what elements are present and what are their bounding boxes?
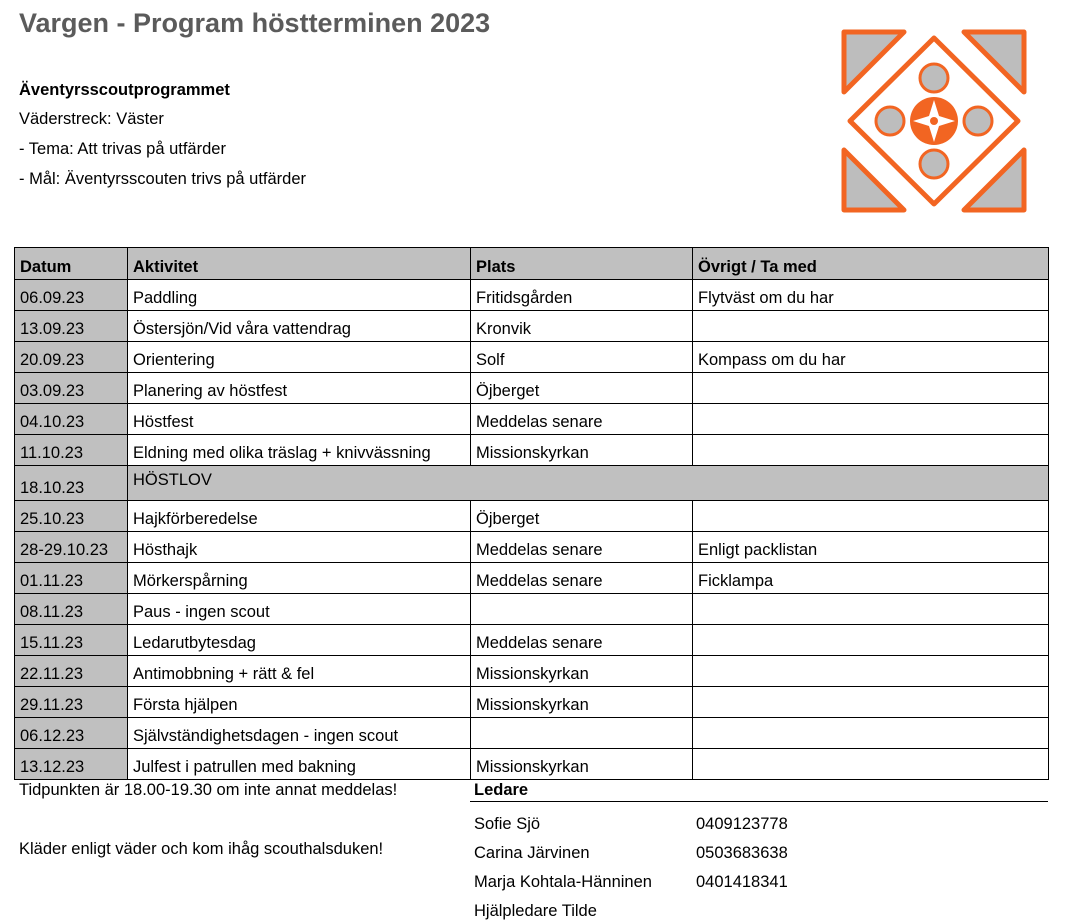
table-row	[15, 563, 1049, 594]
leader-phone: 0409123778	[696, 815, 788, 833]
cell-note	[693, 435, 1049, 466]
cell-date: 20.09.23	[15, 342, 128, 373]
table-row	[15, 311, 1049, 342]
cell-place: Öjberget	[471, 373, 693, 404]
cell-activity: Planering av höstfest	[128, 373, 471, 404]
table-row	[15, 718, 1049, 749]
cell-activity: Orientering	[128, 342, 471, 373]
cell-date: 29.11.23	[15, 687, 128, 718]
info-line-theme: - Tema: Att trivas på utfärder	[19, 140, 226, 158]
cell-note	[693, 749, 1049, 780]
cell-note	[693, 311, 1049, 342]
table-row	[15, 466, 1049, 501]
table-row	[15, 687, 1049, 718]
leader-phone: 0503683638	[696, 844, 788, 862]
schedule-table	[14, 247, 1049, 780]
table-row	[15, 435, 1049, 466]
leaders-section	[470, 779, 1048, 918]
cell-activity: Julfest i patrullen med bakning	[128, 749, 471, 780]
cell-place: Meddelas senare	[471, 404, 693, 435]
cell-activity: Ledarutbytesdag	[128, 625, 471, 656]
cell-date: 11.10.23	[15, 435, 128, 466]
cell-note: Kompass om du har	[693, 342, 1049, 373]
table-row	[15, 280, 1049, 311]
table-row	[15, 594, 1049, 625]
cell-date: 04.10.23	[15, 404, 128, 435]
cell-place: Fritidsgården	[471, 280, 693, 311]
clothing-note: Kläder enligt väder och kom ihåg scouthalsduken!	[19, 840, 384, 858]
header-note: Övrigt / Ta med	[693, 248, 1049, 280]
page-title: Vargen - Program höstterminen 2023	[19, 8, 491, 38]
leader-name: Sofie Sjö	[474, 815, 541, 833]
cell-note	[693, 594, 1049, 625]
table-header-row	[15, 248, 1049, 280]
table-row	[15, 342, 1049, 373]
cell-place	[471, 718, 693, 749]
cell-note: Ficklampa	[693, 563, 1049, 594]
cell-activity: HÖSTLOV	[128, 466, 1049, 501]
cell-place: Missionskyrkan	[471, 656, 693, 687]
leader-name: Carina Järvinen	[474, 844, 590, 862]
leader-row	[470, 860, 1048, 889]
info-line-direction: Väderstreck: Väster	[19, 110, 164, 128]
cell-note	[693, 373, 1049, 404]
table-row	[15, 532, 1049, 563]
header-date: Datum	[15, 248, 128, 280]
cell-date: 25.10.23	[15, 501, 128, 532]
cell-place: Missionskyrkan	[471, 435, 693, 466]
cell-activity: Självständighetsdagen - ingen scout	[128, 718, 471, 749]
schedule-body	[15, 280, 1049, 780]
header-activity: Aktivitet	[128, 248, 471, 280]
cell-activity: Eldning med olika träslag + knivvässning	[128, 435, 471, 466]
cell-place: Kronvik	[471, 311, 693, 342]
cell-note	[693, 501, 1049, 532]
cell-place: Meddelas senare	[471, 532, 693, 563]
table-row	[15, 749, 1049, 780]
cell-note: Flytväst om du har	[693, 280, 1049, 311]
cell-activity: Hajkförberedelse	[128, 501, 471, 532]
cell-activity: Östersjön/Vid våra vattendrag	[128, 311, 471, 342]
leader-phone: 0401418341	[696, 873, 788, 891]
leader-name: Marja Kohtala-Hänninen	[474, 873, 652, 891]
cell-activity: Första hjälpen	[128, 687, 471, 718]
cell-date: 03.09.23	[15, 373, 128, 404]
cell-date: 06.12.23	[15, 718, 128, 749]
cell-place: Solf	[471, 342, 693, 373]
cell-note	[693, 718, 1049, 749]
cell-note	[693, 404, 1049, 435]
cell-activity: Höstfest	[128, 404, 471, 435]
cell-place: Meddelas senare	[471, 563, 693, 594]
leaders-title: Ledare	[470, 779, 1048, 802]
cell-activity: Paus - ingen scout	[128, 594, 471, 625]
cell-note: Enligt packlistan	[693, 532, 1049, 563]
cell-activity: Paddling	[128, 280, 471, 311]
time-note: Tidpunkten är 18.00-19.30 om inte annat meddelas!	[19, 781, 398, 799]
cell-date: 01.11.23	[15, 563, 128, 594]
table-row	[15, 373, 1049, 404]
cell-date: 06.09.23	[15, 280, 128, 311]
table-row	[15, 501, 1049, 532]
cell-date: 22.11.23	[15, 656, 128, 687]
cell-note	[693, 656, 1049, 687]
cell-date: 08.11.23	[15, 594, 128, 625]
cell-date: 28-29.10.23	[15, 532, 128, 563]
leader-row	[470, 802, 1048, 831]
leader-list	[470, 802, 1048, 918]
cell-date: 15.11.23	[15, 625, 128, 656]
table-row	[15, 656, 1049, 687]
cell-date: 18.10.23	[15, 466, 128, 501]
leader-row	[470, 831, 1048, 860]
cell-place: Missionskyrkan	[471, 749, 693, 780]
cell-activity: Hösthajk	[128, 532, 471, 563]
cell-activity: Mörkerspårning	[128, 563, 471, 594]
cell-activity: Antimobbning + rätt & fel	[128, 656, 471, 687]
cell-date: 13.12.23	[15, 749, 128, 780]
cell-place: Meddelas senare	[471, 625, 693, 656]
cell-note	[693, 687, 1049, 718]
leader-row	[470, 889, 1048, 918]
scout-emblem-icon	[838, 26, 1030, 216]
leader-name: Hjälpledare Tilde	[474, 902, 597, 920]
info-line-goal: - Mål: Äventyrsscouten trivs på utfärder	[19, 170, 307, 188]
table-row	[15, 404, 1049, 435]
cell-place: Öjberget	[471, 501, 693, 532]
cell-place	[471, 594, 693, 625]
header-place: Plats	[471, 248, 693, 280]
program-subtitle: Äventyrsscoutprogrammet	[19, 81, 230, 99]
cell-place: Missionskyrkan	[471, 687, 693, 718]
cell-note	[693, 625, 1049, 656]
table-row	[15, 625, 1049, 656]
cell-date: 13.09.23	[15, 311, 128, 342]
